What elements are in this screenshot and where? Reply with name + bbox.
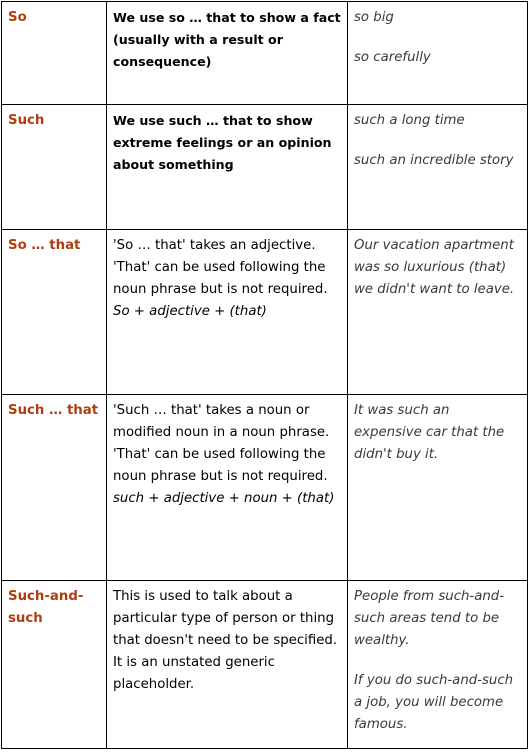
explanation-text: We use such … that to show extreme feelings or an opinion about something [113, 113, 332, 172]
example-text: It was such an expensive car that the didn't buy it. [354, 403, 505, 462]
example-text: so big [354, 10, 394, 25]
term-cell: Such [2, 105, 107, 230]
term-cell: So [2, 2, 107, 105]
example-cell [348, 105, 528, 230]
example-text: such an incredible story [354, 153, 514, 168]
term-cell: Such … that [2, 395, 107, 581]
explanation-text: This is used to talk about a particular type of person or thing that doesn't need to be specified. It is an unstated generic placeholder. [113, 589, 338, 692]
example-text: such a long time [354, 113, 465, 128]
example-text: People from such-and-such areas tend to be wealthy. [354, 589, 505, 648]
table-row [2, 581, 528, 749]
example-cell [348, 2, 528, 105]
explanation-cell [107, 230, 348, 395]
formula-text: such + adjective + noun + (that) [113, 491, 335, 506]
example-text: so carefully [354, 50, 431, 65]
table-row [2, 2, 528, 105]
example-cell [348, 581, 528, 749]
explanation-text: 'Such … that' takes a noun or modified noun in a noun phrase. 'That' can be used following the noun phrase but is not required. [113, 403, 330, 484]
explanation-cell [107, 395, 348, 581]
formula-text: So + adjective + (that) [113, 304, 267, 319]
term-cell: Such-and-such [2, 581, 107, 749]
explanation-cell [107, 2, 348, 105]
example-cell [348, 395, 528, 581]
example-text: If you do such-and-such a job, you will become famous. [354, 673, 514, 732]
example-cell [348, 230, 528, 395]
table-row [2, 105, 528, 230]
table-row [2, 230, 528, 395]
explanation-text: 'So … that' takes an adjective. 'That' can be used following the noun phrase but is not required. [113, 238, 328, 297]
explanation-cell [107, 581, 348, 749]
explanation-cell [107, 105, 348, 230]
grammar-table [1, 1, 528, 749]
table-row [2, 395, 528, 581]
example-text: Our vacation apartment was so luxurious (that) we didn't want to leave. [354, 238, 515, 297]
term-cell: So … that [2, 230, 107, 395]
explanation-text: We use so … that to show a fact (usually with a result or consequence) [113, 10, 341, 69]
